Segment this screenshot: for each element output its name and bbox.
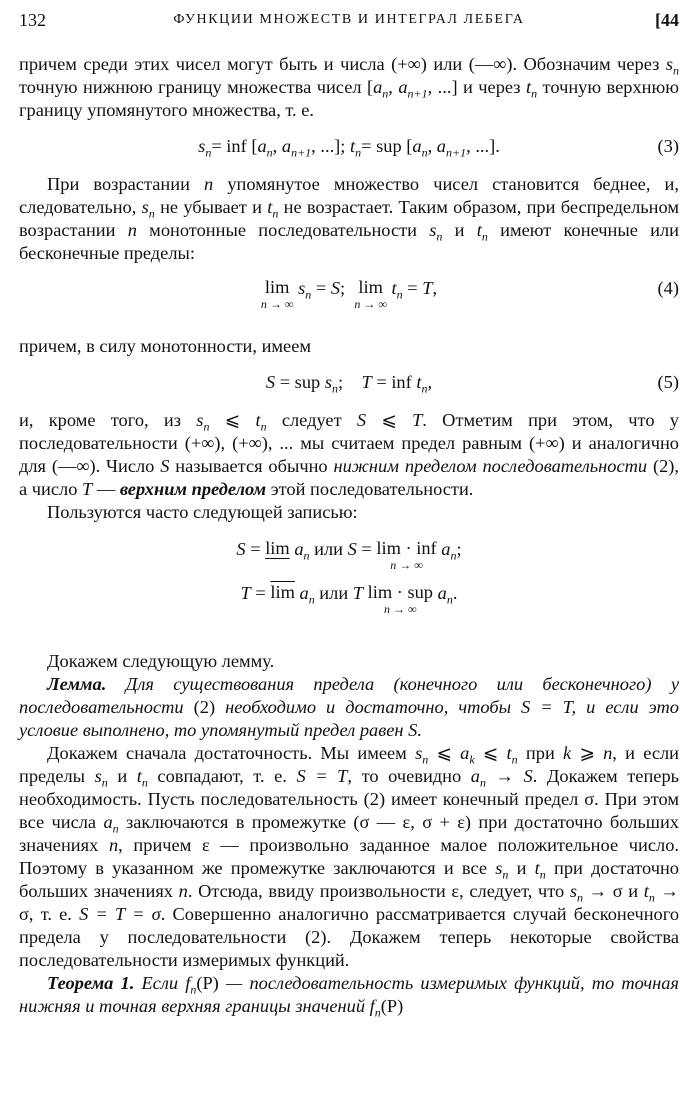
running-title: ФУНКЦИИ МНОЖЕСТВ И ИНТЕГРАЛ ЛЕБЕГА [173, 12, 525, 27]
paragraph-monotone: При возрастании n упомянутое множество чисел становится беднее, и, следовательно, $s_n$ не убывает и $t_n$ не возрастает. Таким образом, при беспредельном возрастании n монотонные последовательности $s_n$ и $t_n$ имеют конечные или бесконечные пределы: [19, 174, 679, 263]
page-number: 132 [19, 10, 46, 30]
equation-4-number: (4) [657, 278, 679, 298]
theorem-title: Теорема 1. [47, 973, 135, 993]
lemma: Лемма. Для существования предела (конечного или бесконечного) у последовательности (2) необходимо и достаточно, чтобы S = T, и если это условие выполнено, то упомянутый предел равен S. [19, 674, 679, 740]
theorem-1: Теорема 1. Если $f_n(P)$ — последовательность измеримых функций, то точная нижняя и точная верхняя границы значений $f_n(P)$ [19, 973, 679, 1020]
equation-5-number: (5) [657, 372, 679, 392]
lemma-title: Лемма. [47, 674, 107, 694]
equation-5 [19, 371, 679, 397]
page-header [19, 10, 679, 40]
equation-3-formula: $s_n=$ inf [$a_n$, $a_{n+1}$, ...]; $t_n=$ sup [$a_n$, $a_{n+1}$, ...]. [198, 136, 500, 160]
section-number: [44 [655, 10, 679, 30]
notation-lower-limit: S = lim $a_n$ или S = lim · inf n → ∞ $a_n$; [236, 538, 462, 572]
equation-4 [19, 277, 679, 321]
paragraph-notation-intro: Пользуются часто следующей записью: [47, 502, 358, 522]
equation-5-formula: S = sup $s_n$; T = inf $t_n$, [265, 372, 433, 396]
page-body [19, 53, 679, 1018]
paragraph-limits-definition: и, кроме того, из $s_n$ ⩽ $t_n$ следует S ⩽ T. Отметим при этом, что у последовательности (+∞), (+∞), ... мы считаем предел равным (+∞) и аналогично для (—∞). Число S называется обычно нижним пределом последовательности (2), а число T — верхним пределом этой последовательности. [19, 410, 679, 499]
paragraph-monotonicity: причем, в силу монотонности, имеем [19, 336, 312, 356]
paragraph-intro: причем среди этих чисел могут быть и числа (+∞) или (—∞). Обозначим через $s_n$ точную нижнюю границу множества чисел [$a_n$, $a_{n+1}$, ...] и через $t_n$ точную верхнюю границу упомянутого множества, т. е. [19, 54, 679, 120]
equation-4-formula: lim n → ∞ $s_n = S$; lim n → ∞ $t_n = T$, [260, 277, 438, 311]
equation-3-number: (3) [657, 136, 679, 156]
paragraph-proof: Докажем сначала достаточность. Мы имеем $s_n$ ⩽ $a_k$ ⩽ $t_n$ при k ⩾ n, и если пределы $s_n$ и $t_n$ совпадают, т. е. S = T, то очевидно $a_n \to S$. Докажем теперь необходимость. Пусть последовательность (2) имеет конечный предел σ. При этом все числа $a_n$ заключаются в промежутке (σ — ε, σ + ε) при достаточно больших значениях n, причем ε — произвольно заданное малое положительное число. Поэтому в указанном же промежутке заключаются и все $s_n$ и $t_n$ при достаточно больших значениях n. Отсюда, ввиду произвольности ε, следует, что $s_n \to \sigma$ и $t_n \to \sigma$, т. е. S = T = σ. Совершенно аналогично рассматривается случай бесконечного предела у последовательности (2). Докажем теперь некоторые свойства последовательности измеримых функций. [19, 743, 680, 970]
paragraph-lemma-intro: Докажем следующую лемму. [47, 651, 275, 671]
spacer [19, 626, 679, 650]
notation-upper-limit: $T = \overline{lim}$ $a_n$ или T lim · sup n → ∞ $a_n$. [240, 582, 458, 616]
equation-3 [19, 135, 679, 161]
